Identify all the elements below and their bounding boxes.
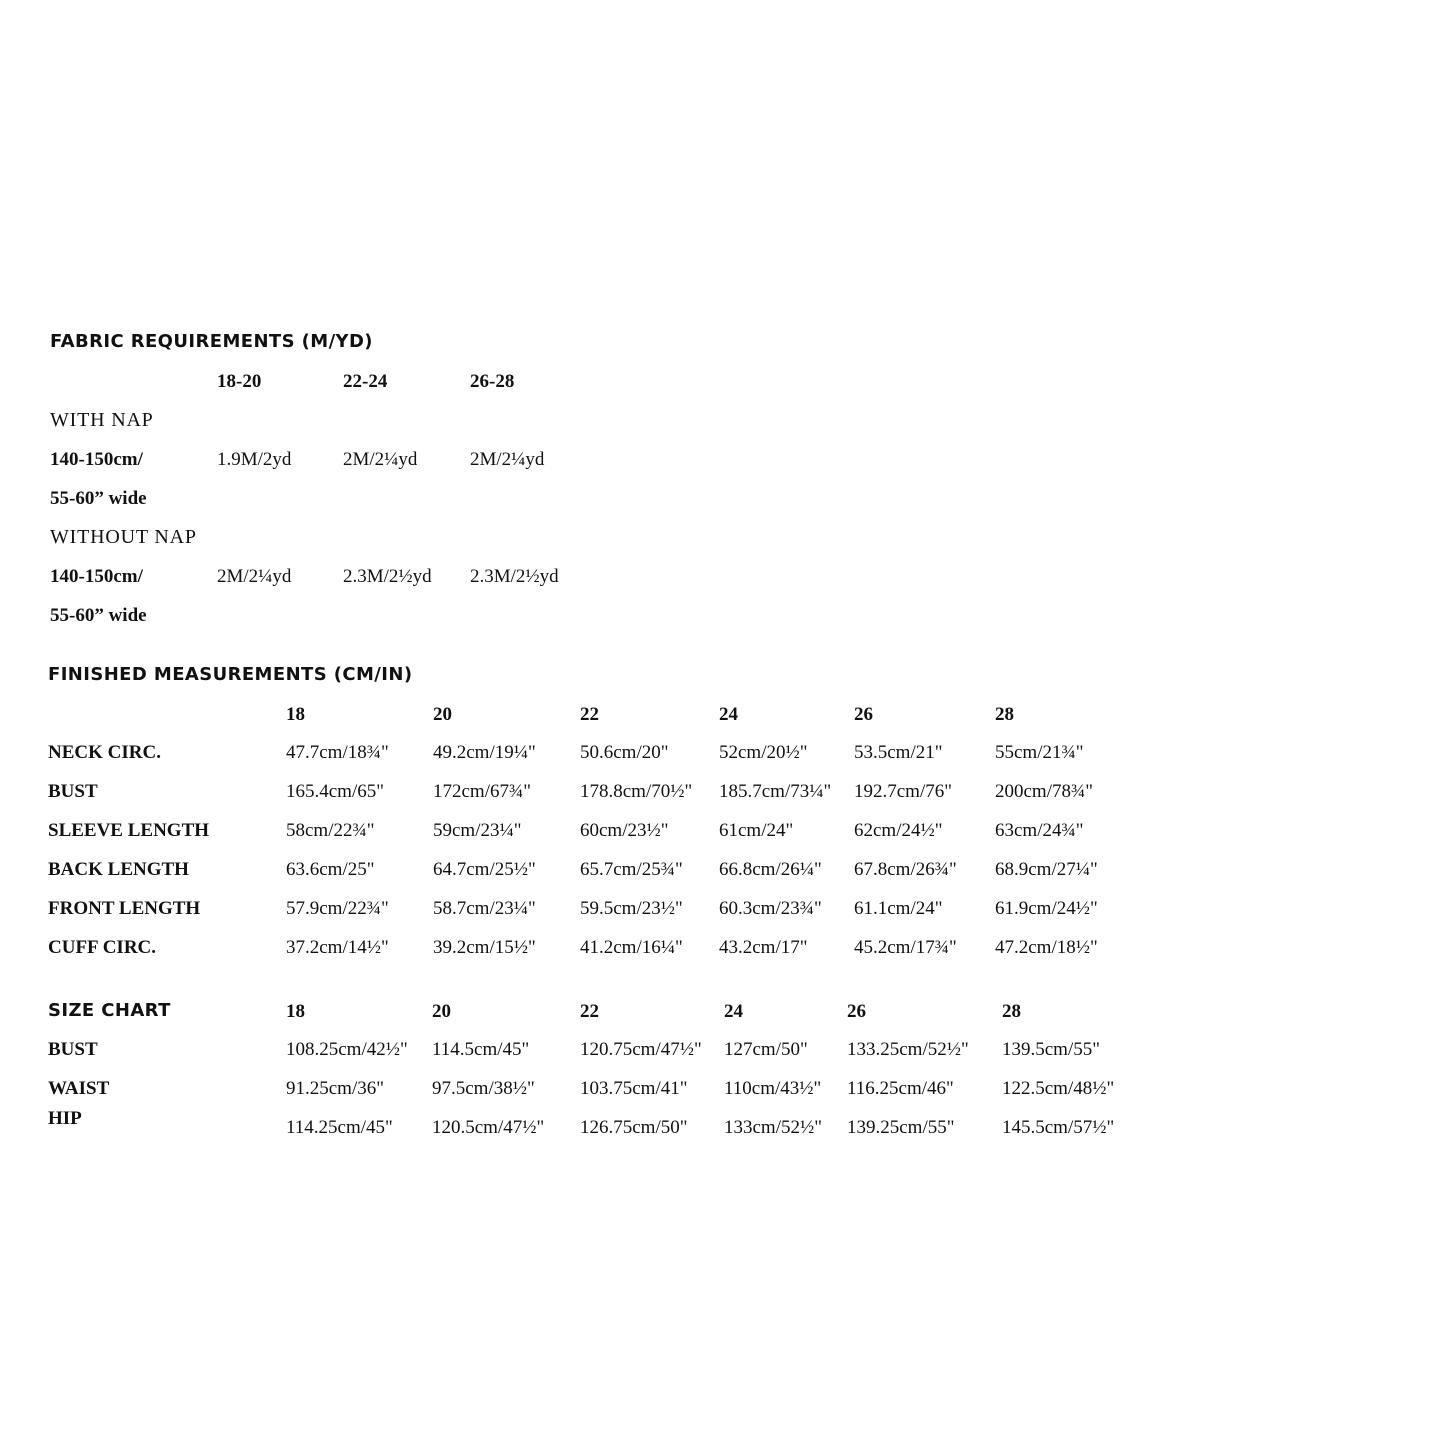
finished-size-header: 18 [286,704,305,725]
sizechart-size-header: 26 [847,1001,866,1022]
finished-size-header: 20 [433,704,452,725]
finished-value: 37.2cm/14½" [286,937,389,958]
finished-value: 61cm/24" [719,820,794,841]
finished-value: 41.2cm/16¼" [580,937,683,958]
fabric-value: 2M/2¼yd [217,566,292,587]
finished-value: 39.2cm/15½" [433,937,536,958]
sizechart-value: 139.5cm/55" [1002,1039,1100,1060]
sizechart-value: 120.75cm/47½" [580,1039,702,1060]
finished-value: 61.9cm/24½" [995,898,1098,919]
sizechart-row-label: BUST [48,1039,98,1060]
sizechart-size-header: 22 [580,1001,599,1022]
finished-size-header: 22 [580,704,599,725]
finished-value: 59cm/23¼" [433,820,522,841]
sizechart-size-header: 18 [286,1001,305,1022]
sizechart-value: 122.5cm/48½" [1002,1078,1115,1099]
finished-value: 63cm/24¾" [995,820,1084,841]
finished-value: 192.7cm/76" [854,781,952,802]
finished-value: 178.8cm/70½" [580,781,693,802]
finished-size-header: 28 [995,704,1014,725]
without-nap-label: WITHOUT NAP [50,526,197,548]
sizechart-value: 139.25cm/55" [847,1117,955,1138]
fabric-value: 2M/2¼yd [470,449,545,470]
finished-value: 64.7cm/25½" [433,859,536,880]
finished-value: 49.2cm/19¼" [433,742,536,763]
finished-value: 62cm/24½" [854,820,943,841]
fabric-requirements-title: FABRIC REQUIREMENTS (M/YD) [50,331,373,352]
finished-value: 63.6cm/25" [286,859,375,880]
sizechart-value: 110cm/43½" [724,1078,822,1099]
finished-value: 200cm/78¾" [995,781,1093,802]
size-chart-title: SIZE CHART [48,1000,171,1021]
finished-value: 47.7cm/18¾" [286,742,389,763]
finished-measurements-title: FINISHED MEASUREMENTS (CM/IN) [48,664,413,685]
sizechart-row-label: WAIST [48,1078,110,1099]
finished-value: 45.2cm/17¾" [854,937,957,958]
finished-value: 172cm/67¾" [433,781,531,802]
finished-row-label: SLEEVE LENGTH [48,820,210,841]
fabric-width-label: 140-150cm/ [50,566,143,587]
fabric-size-header: 26-28 [470,371,515,392]
finished-value: 50.6cm/20" [580,742,669,763]
finished-value: 66.8cm/26¼" [719,859,822,880]
finished-value: 58.7cm/23¼" [433,898,536,919]
sizechart-value: 114.5cm/45" [432,1039,530,1060]
finished-row-label: CUFF CIRC. [48,937,157,958]
finished-row-label: FRONT LENGTH [48,898,201,919]
finished-value: 59.5cm/23½" [580,898,683,919]
sizechart-value: 145.5cm/57½" [1002,1117,1115,1138]
sizechart-value: 103.75cm/41" [580,1078,688,1099]
finished-value: 165.4cm/65" [286,781,384,802]
finished-value: 57.9cm/22¾" [286,898,389,919]
finished-row-label: NECK CIRC. [48,742,161,763]
sizechart-value: 120.5cm/47½" [432,1117,545,1138]
with-nap-label: WITH NAP [50,409,154,431]
fabric-width-label: 55-60” wide [50,605,147,626]
finished-value: 60cm/23½" [580,820,669,841]
fabric-width-label: 55-60” wide [50,488,147,509]
finished-value: 185.7cm/73¼" [719,781,832,802]
sizechart-value: 108.25cm/42½" [286,1039,408,1060]
finished-row-label: BACK LENGTH [48,859,189,880]
fabric-size-header: 22-24 [343,371,388,392]
sizechart-size-header: 20 [432,1001,451,1022]
finished-value: 53.5cm/21" [854,742,943,763]
finished-value: 43.2cm/17" [719,937,808,958]
finished-value: 68.9cm/27¼" [995,859,1098,880]
finished-size-header: 24 [719,704,738,725]
sizechart-value: 133.25cm/52½" [847,1039,969,1060]
fabric-value: 2.3M/2½yd [470,566,559,587]
finished-row-label: BUST [48,781,98,802]
fabric-value: 2.3M/2½yd [343,566,432,587]
sizechart-value: 126.75cm/50" [580,1117,688,1138]
sizechart-value: 97.5cm/38½" [432,1078,535,1099]
sizechart-value: 116.25cm/46" [847,1078,954,1099]
sizechart-value: 91.25cm/36" [286,1078,384,1099]
sizechart-value: 133cm/52½" [724,1117,822,1138]
sizechart-value: 127cm/50" [724,1039,808,1060]
fabric-value: 2M/2¼yd [343,449,418,470]
sizechart-value: 114.25cm/45" [286,1117,393,1138]
finished-value: 58cm/22¾" [286,820,375,841]
finished-value: 60.3cm/23¾" [719,898,822,919]
finished-size-header: 26 [854,704,873,725]
sizechart-size-header: 28 [1002,1001,1021,1022]
fabric-width-label: 140-150cm/ [50,449,143,470]
finished-value: 55cm/21¾" [995,742,1084,763]
fabric-value: 1.9M/2yd [217,449,292,470]
finished-value: 52cm/20½" [719,742,808,763]
finished-value: 47.2cm/18½" [995,937,1098,958]
sizechart-size-header: 24 [724,1001,743,1022]
fabric-size-header: 18-20 [217,371,262,392]
finished-value: 67.8cm/26¾" [854,859,957,880]
finished-value: 65.7cm/25¾" [580,859,683,880]
finished-value: 61.1cm/24" [854,898,943,919]
sizechart-row-label: HIP [48,1108,82,1129]
